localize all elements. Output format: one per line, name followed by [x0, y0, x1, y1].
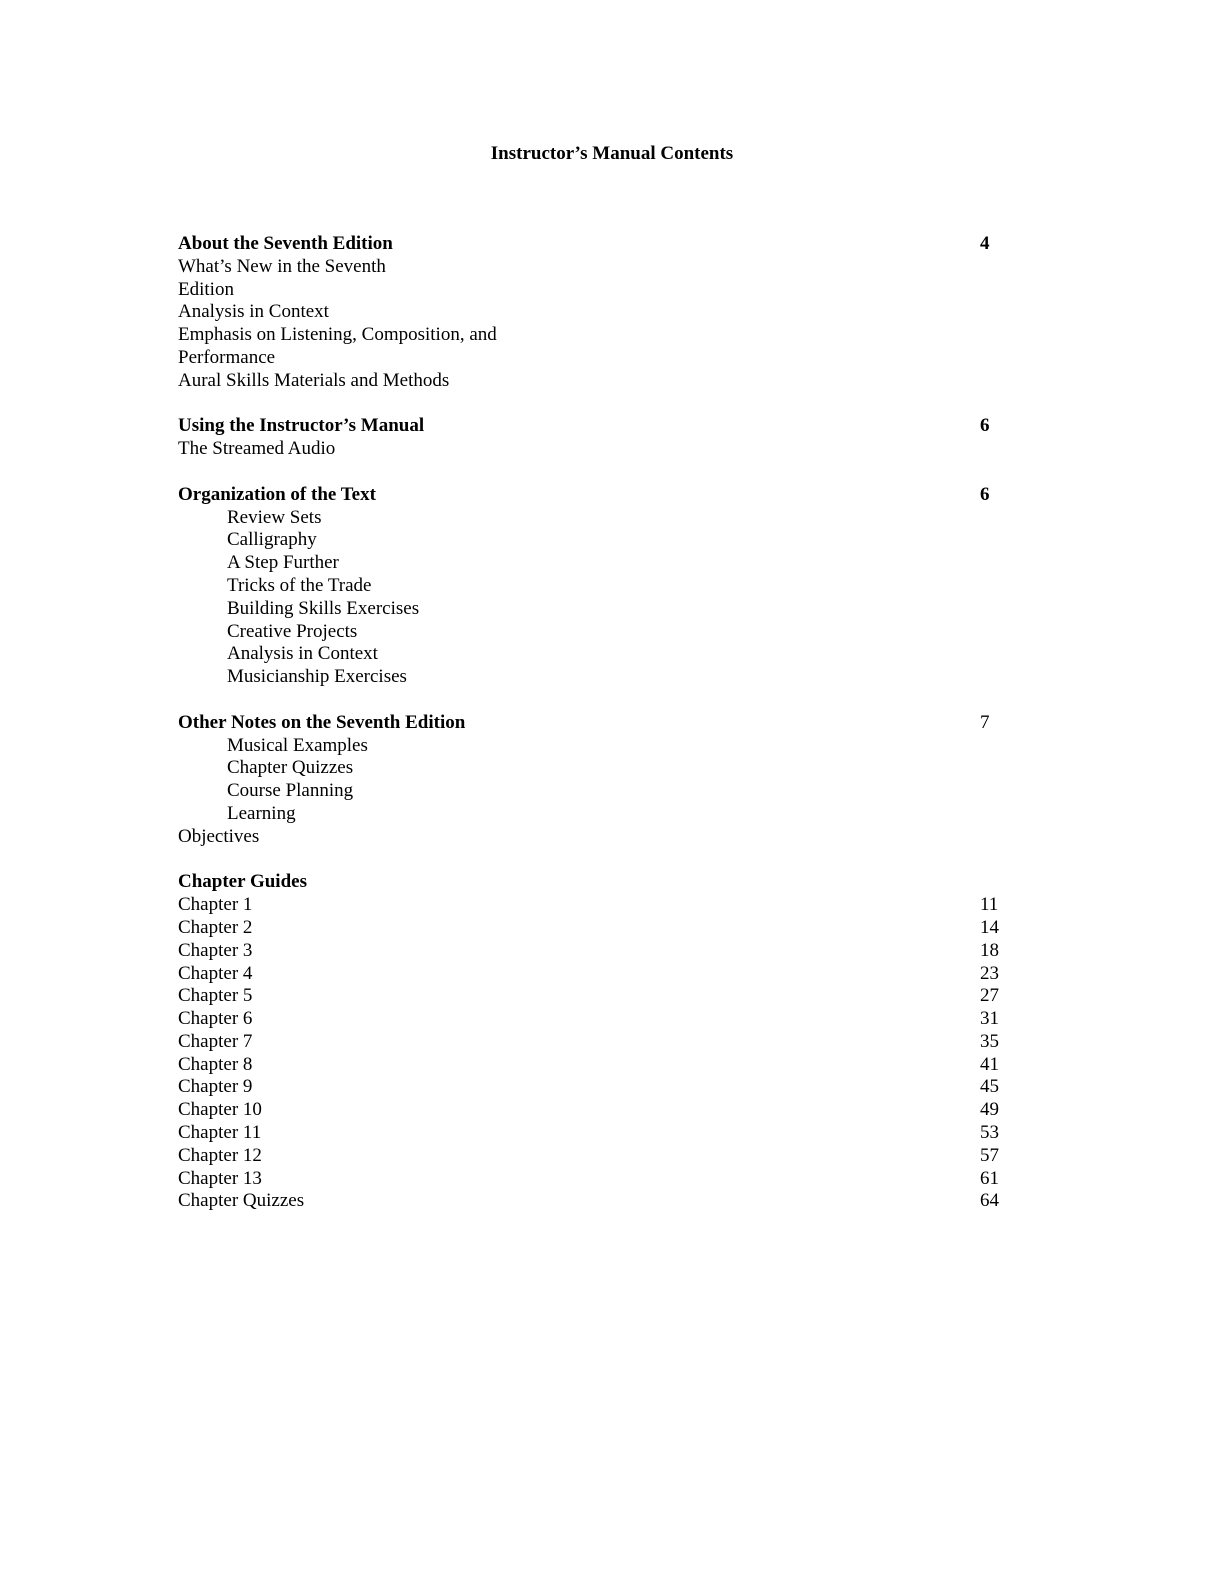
toc-entry — [178, 256, 1008, 279]
toc-entry — [178, 666, 1008, 689]
toc-entry-label: Chapter 10 — [178, 1099, 262, 1121]
toc-entry — [178, 438, 1008, 461]
toc-page-number: 61 — [980, 1167, 999, 1189]
toc-entry — [178, 1122, 1008, 1145]
toc-entry — [178, 917, 1008, 940]
toc-entry — [178, 370, 1008, 393]
toc-entry-label: Building Skills Exercises — [227, 597, 420, 619]
toc-entry-label: Performance — [178, 346, 276, 368]
toc-entry — [178, 279, 1008, 302]
toc-page-number: 18 — [980, 939, 999, 961]
toc-entry — [178, 1008, 1008, 1031]
toc-page-number: 27 — [980, 985, 999, 1007]
toc-entry-label: Musical Examples — [227, 734, 368, 756]
toc-entry — [178, 985, 1008, 1008]
toc-entry — [178, 894, 1008, 917]
toc-page-number: 4 — [980, 233, 990, 254]
toc-entry-label: Aural Skills Materials and Methods — [178, 369, 450, 391]
toc-entry-label: Calligraphy — [227, 529, 317, 551]
toc-page-number: 57 — [980, 1144, 999, 1166]
toc-entry — [178, 1099, 1008, 1122]
toc-entry-label: What’s New in the Seventh — [178, 255, 386, 277]
toc-entry-label: Chapter 5 — [178, 985, 253, 1007]
toc-entry — [178, 826, 1008, 849]
toc-entry — [178, 963, 1008, 986]
toc-entry-label: Musicianship Exercises — [227, 666, 407, 688]
toc-page-number: 31 — [980, 1008, 999, 1030]
toc-entry-label: Emphasis on Listening, Composition, and — [178, 324, 497, 346]
toc-section-title: Chapter Guides — [178, 871, 307, 893]
toc-entry — [178, 1190, 1008, 1213]
toc-section-heading — [178, 712, 1008, 735]
toc-entry — [178, 301, 1008, 324]
toc-entry-label: Objectives — [178, 825, 260, 847]
toc-entry — [178, 757, 1008, 780]
toc-entry — [178, 575, 1008, 598]
toc-entry — [178, 324, 1008, 347]
toc-section-title: Organization of the Text — [178, 483, 376, 505]
toc-entry — [178, 598, 1008, 621]
toc-entry — [178, 1145, 1008, 1168]
toc-entry — [178, 1054, 1008, 1077]
toc-entry-label: Chapter 6 — [178, 1008, 253, 1030]
document-title: Instructor’s Manual Contents — [490, 143, 734, 164]
toc-entry — [178, 940, 1008, 963]
toc-entry — [178, 1076, 1008, 1099]
toc-entry — [178, 621, 1008, 644]
toc-entry-label: Analysis in Context — [178, 301, 329, 323]
toc-entry-label: Chapter Quizzes — [227, 757, 354, 779]
toc-entry-label: Chapter 8 — [178, 1053, 253, 1075]
toc-page-number: 6 — [980, 483, 990, 505]
toc-entry — [178, 1168, 1008, 1191]
toc-entry — [178, 780, 1008, 803]
toc-entry-label: Chapter 13 — [178, 1167, 262, 1189]
toc-entry — [178, 347, 1008, 370]
toc-entry-label: Review Sets — [227, 506, 322, 528]
toc-entry-label: A Step Further — [227, 552, 339, 574]
toc-entry-label: Chapter 12 — [178, 1144, 262, 1166]
toc-entry-label: Chapter Quizzes — [178, 1190, 305, 1212]
toc-entry-label: The Streamed Audio — [178, 438, 336, 460]
toc-entry-label: Chapter 7 — [178, 1030, 253, 1052]
toc-entry — [178, 643, 1008, 666]
toc-page-number: 7 — [980, 711, 990, 733]
toc-entry-label: Analysis in Context — [227, 643, 378, 665]
toc-entry-label: Chapter 11 — [178, 1122, 262, 1144]
toc-page-number: 45 — [980, 1076, 999, 1098]
toc-page-number: 23 — [980, 962, 999, 984]
toc-section-heading — [178, 871, 1008, 894]
toc-page-number: 6 — [980, 415, 990, 437]
toc-entry — [178, 735, 1008, 758]
toc-section-title: Using the Instructor’s Manual — [178, 415, 425, 437]
toc-section-heading — [178, 233, 1008, 256]
toc-section-heading — [178, 415, 1008, 438]
toc-entry-label: Tricks of the Trade — [227, 574, 372, 596]
table-of-contents — [178, 233, 1008, 1213]
toc-section-title: Other Notes on the Seventh Edition — [178, 711, 466, 733]
toc-entry-label: Edition — [178, 278, 234, 300]
toc-entry-label: Chapter 1 — [178, 894, 253, 916]
toc-entry — [178, 803, 1008, 826]
toc-entry-label: Chapter 2 — [178, 916, 253, 938]
toc-entry-label: Creative Projects — [227, 620, 358, 642]
toc-entry — [178, 507, 1008, 530]
toc-section-title: About the Seventh Edition — [178, 233, 393, 254]
toc-page-number: 64 — [980, 1190, 999, 1212]
toc-entry-label: Course Planning — [227, 780, 354, 802]
toc-entry — [178, 529, 1008, 552]
toc-entry-label: Chapter 9 — [178, 1076, 253, 1098]
toc-page-number: 11 — [980, 894, 999, 916]
toc-entry — [178, 552, 1008, 575]
toc-section-heading — [178, 484, 1008, 507]
toc-entry-label: Chapter 4 — [178, 962, 253, 984]
toc-entry-label: Learning — [227, 802, 296, 824]
toc-page-number: 14 — [980, 916, 999, 938]
toc-page-number: 35 — [980, 1030, 999, 1052]
toc-page-number: 53 — [980, 1122, 999, 1144]
toc-entry-label: Chapter 3 — [178, 939, 253, 961]
toc-page-number: 49 — [980, 1099, 999, 1121]
toc-page-number: 41 — [980, 1053, 999, 1075]
toc-entry — [178, 1031, 1008, 1054]
